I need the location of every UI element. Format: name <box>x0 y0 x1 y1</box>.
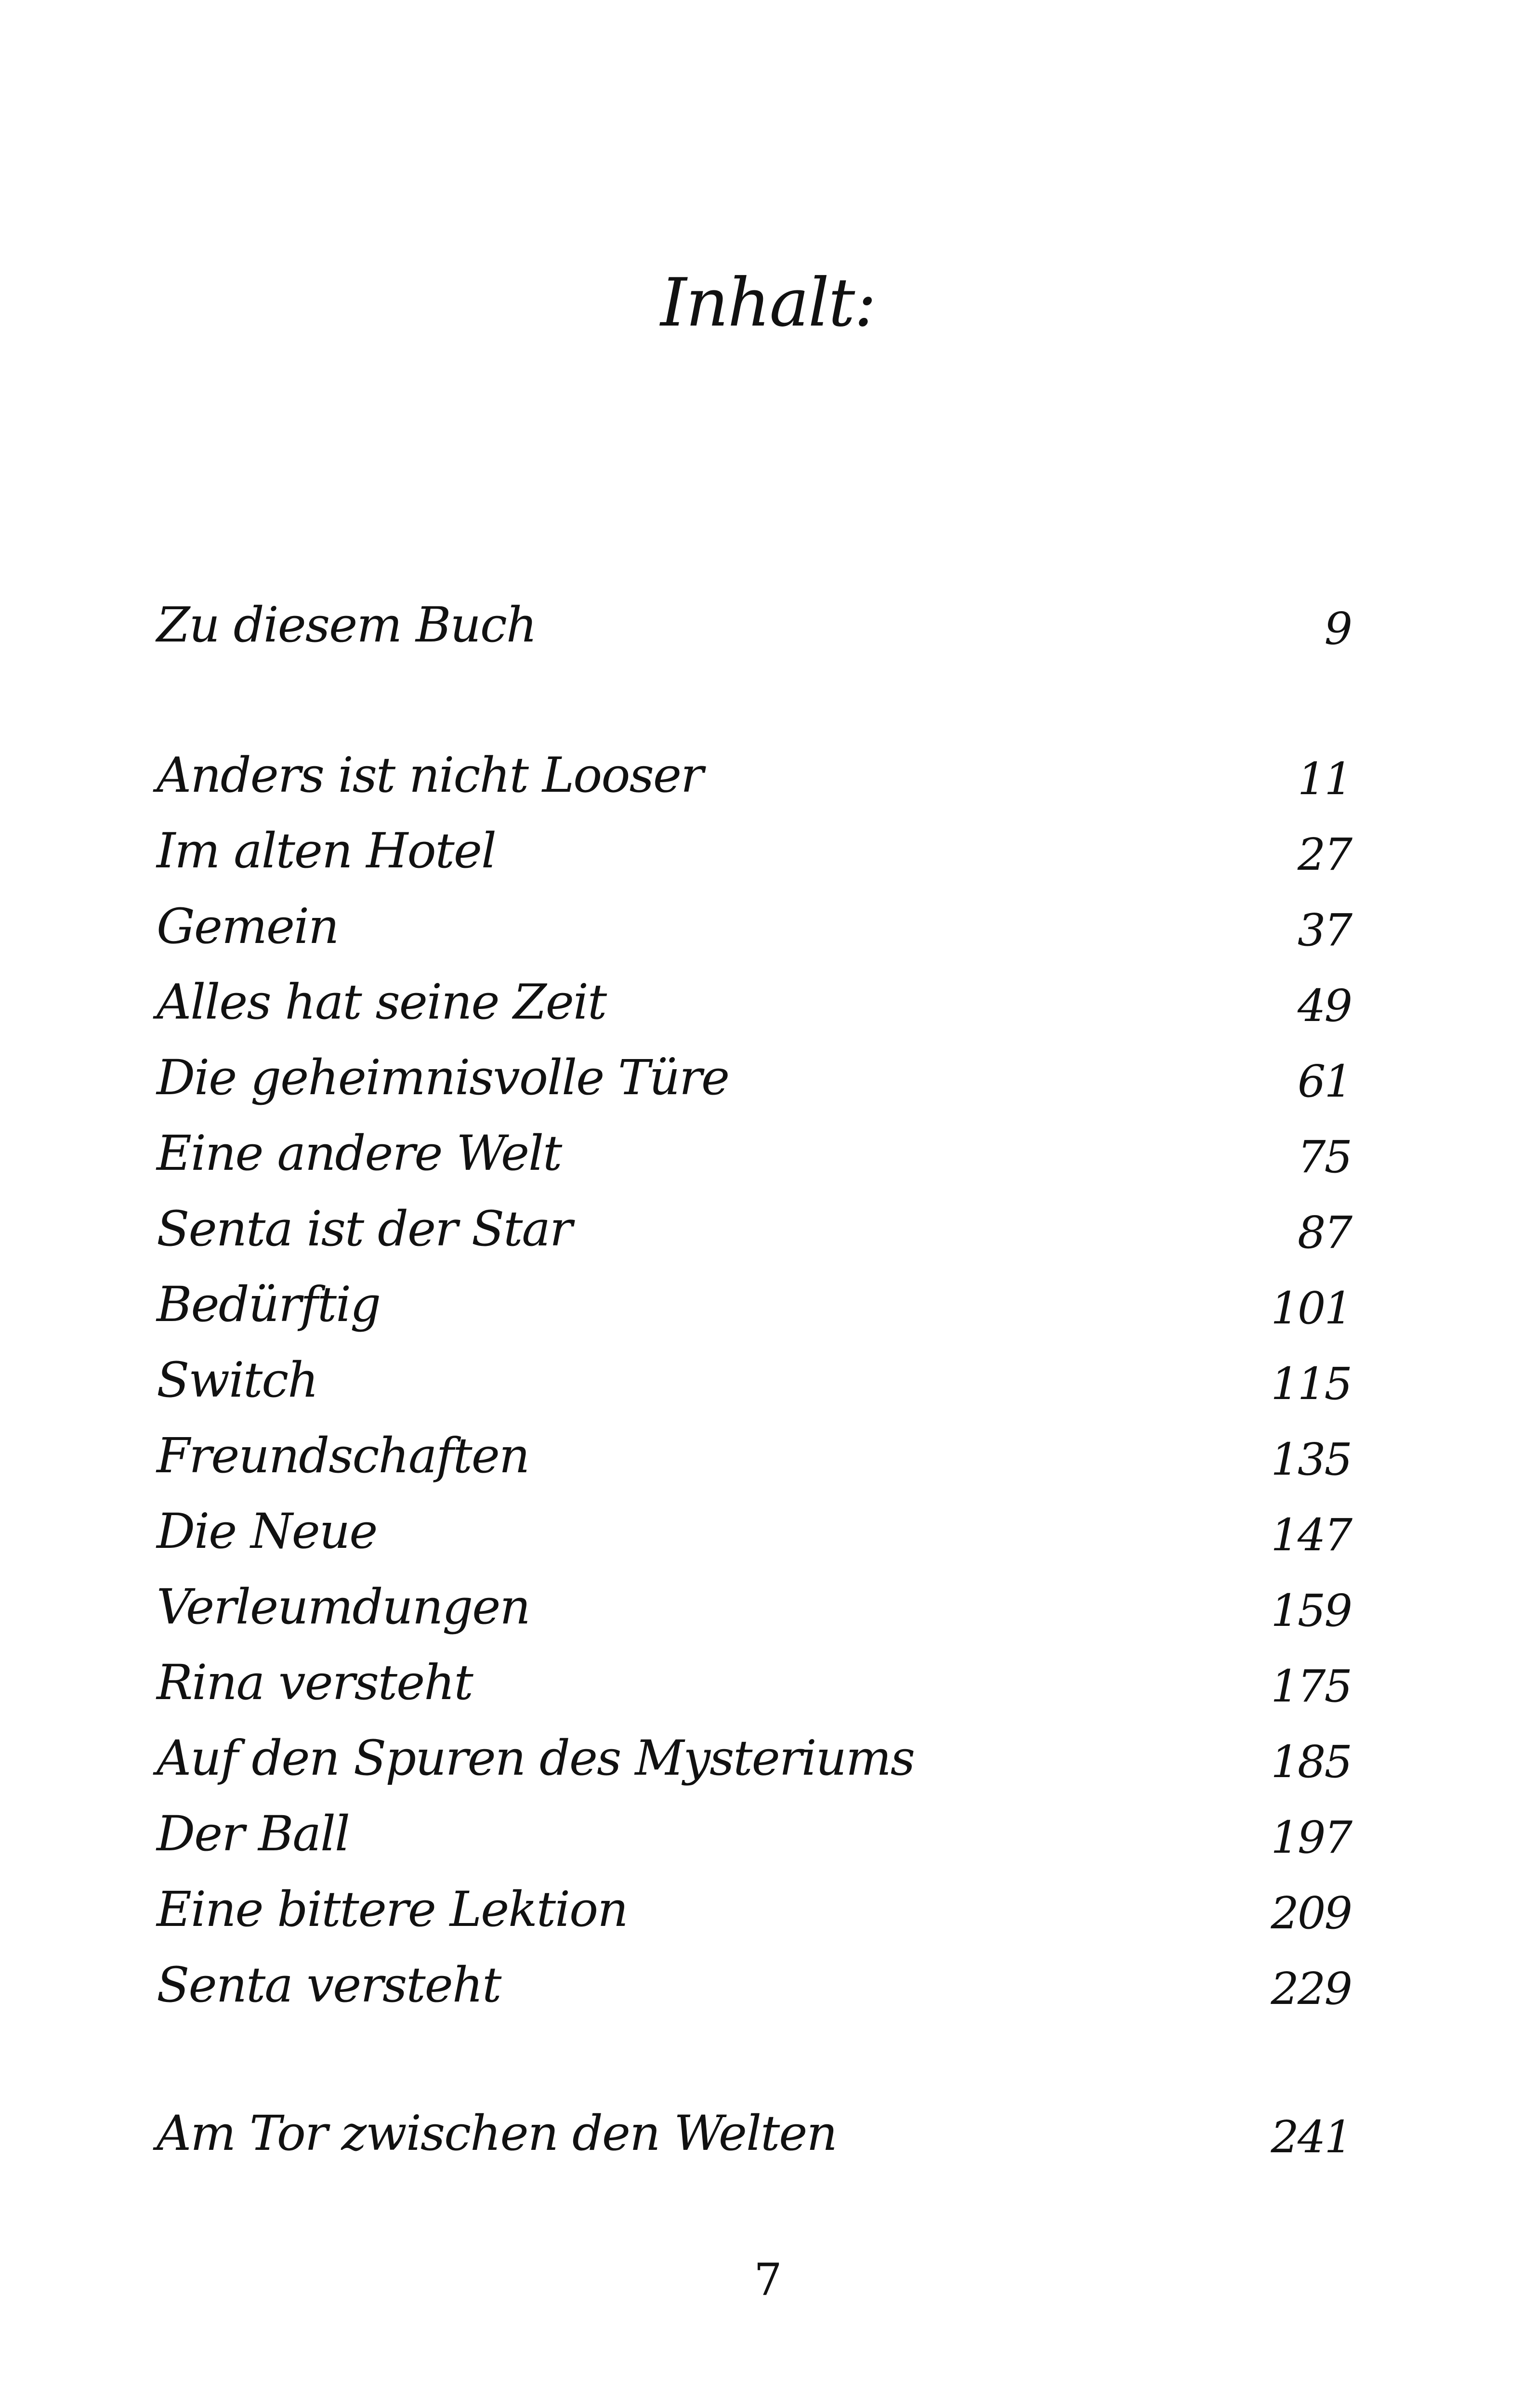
toc-entry-page: 61 <box>1297 1056 1351 1107</box>
toc-entry-page: 115 <box>1271 1358 1351 1410</box>
toc-entry-title: Senta versteht <box>157 1957 501 2013</box>
toc-entry <box>157 597 1351 664</box>
toc-entry <box>157 1806 1351 1872</box>
page-number: 7 <box>754 2254 782 2305</box>
toc-entry-page: 87 <box>1297 1207 1351 1258</box>
toc-entry-title: Freundschaften <box>157 1427 529 1484</box>
toc-entry <box>157 1503 1351 1570</box>
toc-entry <box>157 1125 1351 1192</box>
toc-entry-title: Eine andere Welt <box>157 1125 562 1181</box>
toc-entry-page: 27 <box>1297 829 1351 880</box>
toc-entry <box>157 1352 1351 1419</box>
toc-entry <box>157 1881 1351 1948</box>
toc-entry-page: 209 <box>1271 1887 1351 1939</box>
toc-entry-title: Switch <box>157 1352 318 1408</box>
toc-entry-page: 185 <box>1271 1736 1351 1788</box>
toc-entry <box>157 747 1351 814</box>
toc-entry-title: Der Ball <box>157 1806 350 1862</box>
toc-entry <box>157 2105 1351 2172</box>
toc-entry-title: Gemein <box>157 898 339 955</box>
toc-entry-title: Im alten Hotel <box>157 823 496 879</box>
toc-entry-title: Senta ist der Star <box>157 1201 572 1257</box>
toc-entry <box>157 1049 1351 1116</box>
toc-entry-page: 49 <box>1297 980 1351 1032</box>
toc-entry <box>157 1427 1351 1494</box>
toc-entry-page: 75 <box>1297 1131 1351 1183</box>
toc-entry-title: Anders ist nicht Looser <box>157 747 703 803</box>
toc-entry-title: Verleumdungen <box>157 1579 530 1635</box>
toc-entry-page: 241 <box>1271 2111 1351 2163</box>
toc-entry-title: Eine bittere Lektion <box>157 1881 628 1937</box>
toc-entry <box>157 1579 1351 1646</box>
toc-entry-title: Am Tor zwischen den Welten <box>157 2105 837 2161</box>
toc-entry <box>157 1654 1351 1721</box>
toc-entry-page: 147 <box>1271 1509 1351 1561</box>
toc-entry-page: 229 <box>1271 1963 1351 2015</box>
toc-entry <box>157 1276 1351 1343</box>
toc-entry-title: Auf den Spuren des Mysteriums <box>157 1730 915 1786</box>
toc-entry <box>157 898 1351 965</box>
toc-entry <box>157 1957 1351 2024</box>
toc-entry-title: Rina versteht <box>157 1654 473 1711</box>
page-title: Inhalt: <box>660 264 876 341</box>
toc-entry-page: 11 <box>1297 753 1351 805</box>
toc-entry-page: 9 <box>1324 603 1351 654</box>
toc-entry-title: Zu diesem Buch <box>157 597 537 653</box>
toc-entry-title: Alles hat seine Zeit <box>157 974 606 1030</box>
toc-entry-page: 175 <box>1271 1661 1351 1712</box>
toc-entry-page: 197 <box>1271 1812 1351 1863</box>
toc-entry <box>157 1730 1351 1797</box>
toc-entry-title: Die Neue <box>157 1503 377 1559</box>
toc-entry-page: 37 <box>1297 904 1351 956</box>
toc-entry <box>157 1201 1351 1268</box>
toc-entry-page: 101 <box>1271 1283 1351 1334</box>
toc-entry-page: 159 <box>1271 1585 1351 1636</box>
toc-entry-title: Bedürftig <box>157 1276 381 1333</box>
toc-entry <box>157 974 1351 1041</box>
toc-entry <box>157 823 1351 890</box>
toc-entry-title: Die geheimnisvolle Türe <box>157 1049 729 1106</box>
toc-entry-page: 135 <box>1271 1434 1351 1485</box>
